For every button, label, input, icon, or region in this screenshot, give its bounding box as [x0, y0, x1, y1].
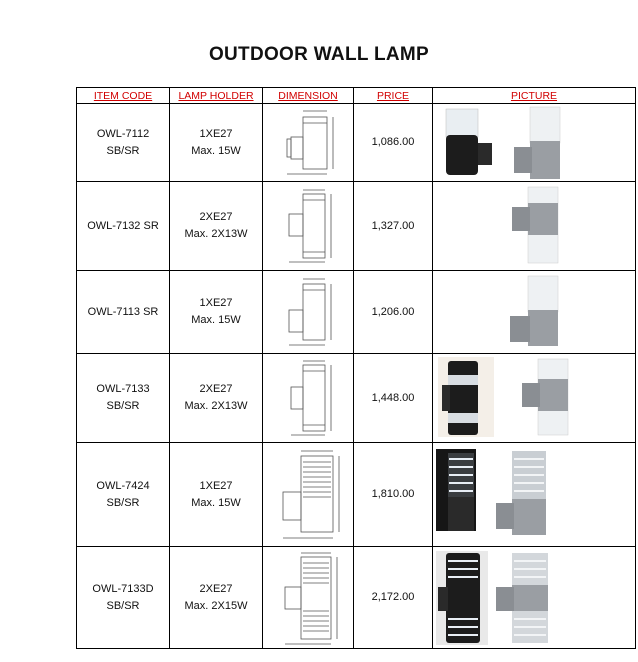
dimension-drawing-icon — [271, 446, 345, 544]
dimension-drawing-icon — [273, 357, 343, 439]
header-price: PRICE — [354, 88, 433, 104]
dimension-drawing — [263, 354, 354, 443]
table-row — [77, 354, 636, 443]
item-code: OWL-7112 — [96, 127, 150, 140]
table-row — [77, 104, 636, 182]
item-code-cell — [77, 443, 170, 547]
dimension-drawing — [263, 547, 354, 649]
lamp-holder-cell — [170, 271, 263, 354]
item-variant: SB/SR — [106, 599, 140, 612]
price-cell: 1,327.00 — [354, 182, 433, 271]
table-row — [77, 271, 636, 354]
price-cell: 2,172.00 — [354, 547, 433, 649]
lamp-photo-icon — [434, 272, 634, 352]
product-picture — [433, 271, 636, 354]
table-row — [77, 443, 636, 547]
lamp-holder-type: 2XE27 — [199, 211, 233, 223]
header-picture: PICTURE — [433, 88, 636, 104]
price-cell: 1,086.00 — [354, 104, 433, 182]
lamp-photo-icon — [434, 105, 634, 181]
lamp-photo-icon — [434, 445, 634, 545]
dimension-drawing-icon — [273, 274, 343, 350]
lamp-holder-max: Max. 15W — [191, 314, 241, 326]
item-code: OWL-7133D — [92, 582, 154, 595]
page-title: OUTDOOR WALL LAMP — [208, 44, 430, 65]
item-code-cell — [77, 104, 170, 182]
dimension-drawing-icon — [271, 549, 345, 647]
dimension-drawing — [263, 443, 354, 547]
item-variant: SB/SR — [106, 144, 140, 157]
item-code: OWL-7132 SR — [87, 219, 159, 232]
lamp-holder-max: Max. 15W — [191, 496, 241, 509]
item-code-cell — [77, 182, 170, 271]
lamp-holder-cell — [170, 354, 263, 443]
lamp-photo-icon — [434, 183, 634, 269]
lamp-holder-type: 2XE27 — [199, 383, 233, 395]
lamp-holder-type: 1XE27 — [199, 127, 233, 140]
lamp-holder-type: 1XE27 — [199, 479, 233, 492]
header-dimension: DIMENSION — [263, 88, 354, 104]
table-row — [77, 547, 636, 649]
item-code: OWL-7133 — [96, 383, 150, 395]
dimension-drawing — [263, 104, 354, 182]
lamp-holder-max: Max. 15W — [191, 144, 241, 157]
product-picture — [433, 547, 636, 649]
lamp-photo-icon — [434, 549, 634, 647]
dimension-drawing — [263, 271, 354, 354]
item-variant: SB/SR — [106, 496, 140, 509]
lamp-holder-type: 1XE27 — [199, 297, 233, 309]
item-code: OWL-7424 — [96, 479, 150, 492]
item-code-cell — [77, 354, 170, 443]
lamp-holder-cell — [170, 443, 263, 547]
product-picture — [433, 443, 636, 547]
product-table — [76, 87, 636, 649]
lamp-holder-max: Max. 2X15W — [184, 599, 248, 612]
lamp-photo-icon — [434, 355, 634, 441]
product-picture — [433, 104, 636, 182]
dimension-drawing-icon — [273, 107, 343, 179]
price-cell: 1,810.00 — [354, 443, 433, 547]
table-header-row — [77, 88, 636, 104]
item-code-cell — [77, 271, 170, 354]
product-picture — [433, 182, 636, 271]
lamp-holder-cell — [170, 182, 263, 271]
price-cell: 1,206.00 — [354, 271, 433, 354]
header-item-code: ITEM CODE — [77, 88, 170, 104]
price-cell: 1,448.00 — [354, 354, 433, 443]
table-row — [77, 182, 636, 271]
dimension-drawing-icon — [273, 186, 343, 266]
item-code-cell — [77, 547, 170, 649]
dimension-drawing — [263, 182, 354, 271]
lamp-holder-max: Max. 2X13W — [184, 400, 248, 412]
item-code: OWL-7113 SR — [87, 305, 159, 318]
product-picture — [433, 354, 636, 443]
lamp-holder-max: Max. 2X13W — [184, 228, 248, 240]
lamp-holder-cell — [170, 104, 263, 182]
header-lamp-holder: LAMP HOLDER — [170, 88, 263, 104]
item-variant: SB/SR — [106, 400, 140, 412]
lamp-holder-type: 2XE27 — [199, 582, 233, 595]
lamp-holder-cell — [170, 547, 263, 649]
